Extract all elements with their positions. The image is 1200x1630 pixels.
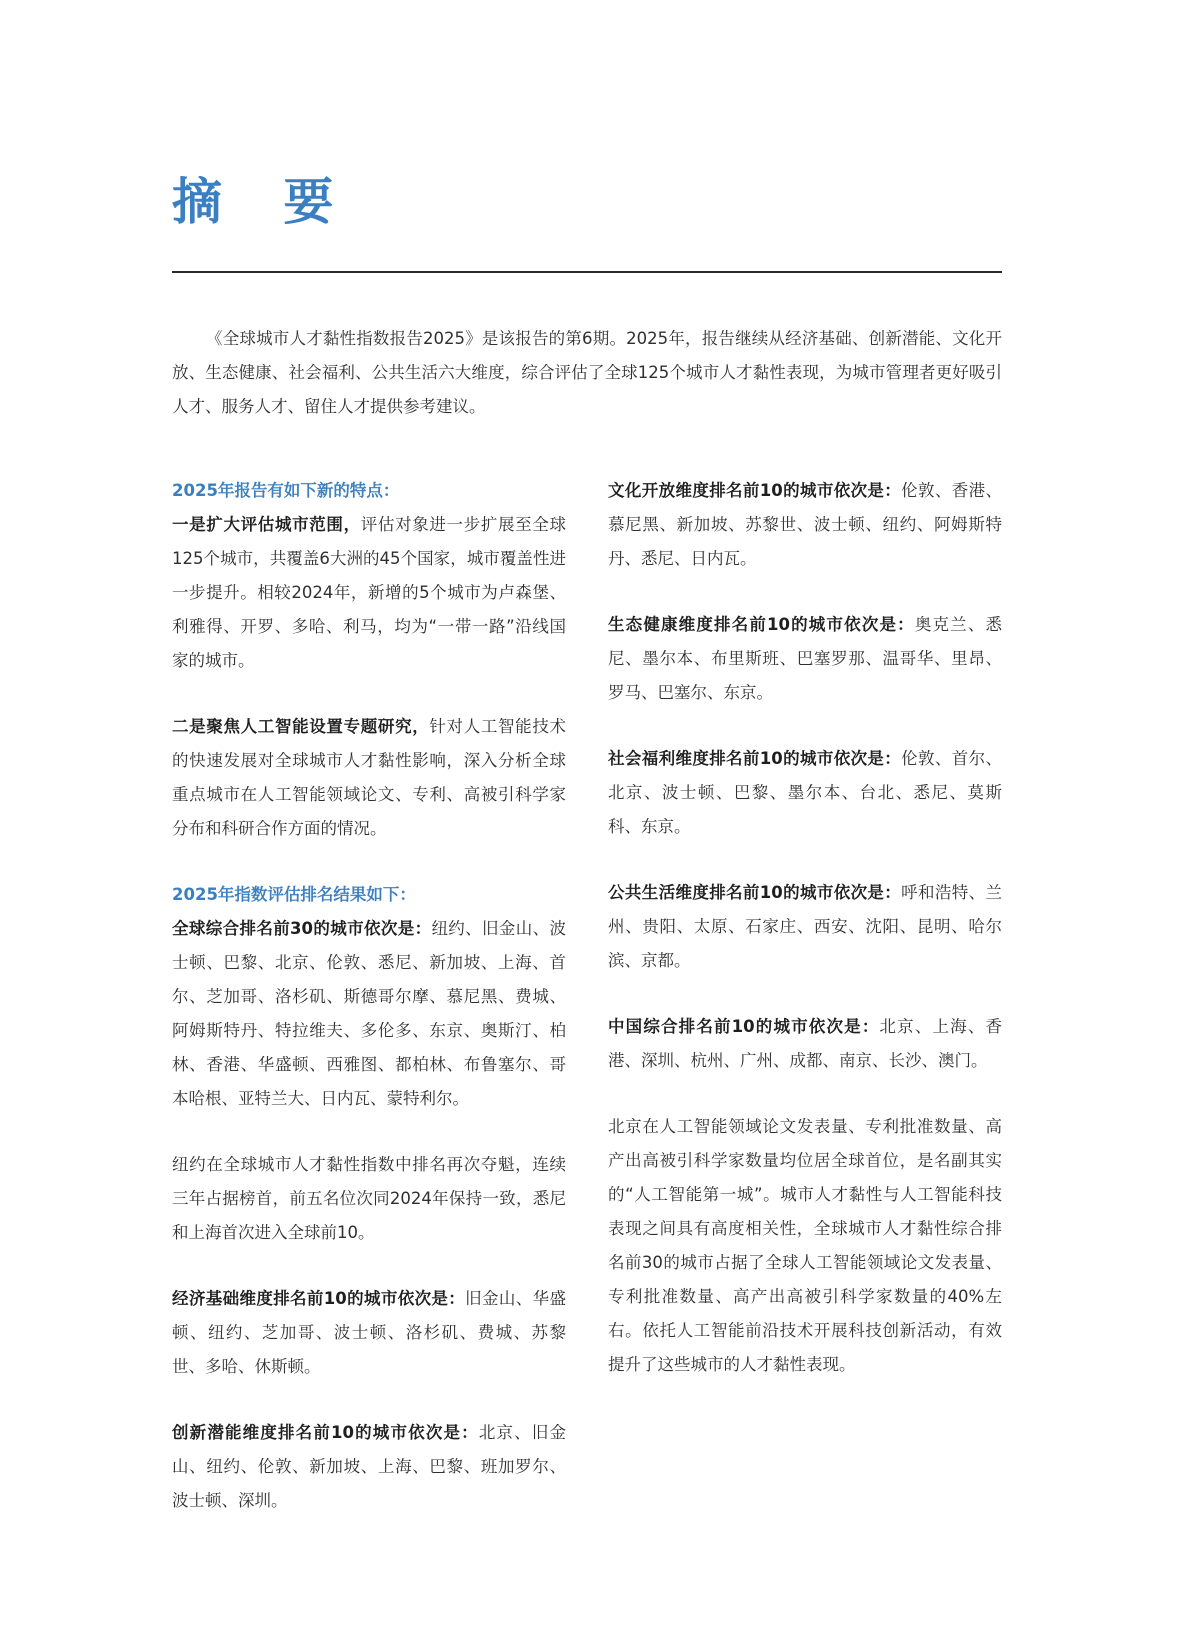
china-lead: 中国综合排名前10的城市依次是： bbox=[608, 1017, 880, 1036]
feature2-lead: 二是聚焦人工智能设置专题研究， bbox=[172, 717, 430, 736]
left-column bbox=[172, 474, 566, 1518]
culture-paragraph bbox=[608, 474, 1002, 576]
china-paragraph bbox=[608, 1010, 1002, 1078]
culture-lead: 文化开放维度排名前10的城市依次是： bbox=[608, 481, 902, 500]
right-column bbox=[608, 474, 1002, 1382]
welfare-paragraph bbox=[608, 742, 1002, 844]
public-paragraph bbox=[608, 876, 1002, 978]
top30-text: 纽约、旧金山、波士顿、巴黎、北京、伦敦、悉尼、新加坡、上海、首尔、芝加哥、洛杉矶、斯德哥尔摩、慕尼黑、费城、阿姆斯特丹、特拉维夫、多伦多、东京、奥斯汀、柏林、香港、华盛顿、西雅图、都柏林、布鲁塞尔、哥本哈根、亚特兰大、日内瓦、蒙特利尔。 bbox=[172, 919, 566, 1108]
public-lead: 公共生活维度排名前10的城市依次是： bbox=[608, 883, 902, 902]
econ-paragraph bbox=[172, 1282, 566, 1384]
results-heading: 2025年指数评估排名结果如下： bbox=[172, 885, 416, 904]
innov-paragraph bbox=[172, 1416, 566, 1518]
newyork-paragraph: 纽约在全球城市人才黏性指数中排名再次夺魁，连续三年占据榜首，前五名位次同2024年保持一致，悉尼和上海首次进入全球前10。 bbox=[172, 1155, 566, 1242]
econ-text: 旧金山、华盛顿、纽约、芝加哥、波士顿、洛杉矶、费城、苏黎世、多哈、休斯顿。 bbox=[172, 1289, 566, 1376]
features-section bbox=[172, 474, 566, 678]
feature2-paragraph bbox=[172, 710, 566, 846]
culture-text: 伦敦、香港、慕尼黑、新加坡、苏黎世、波士顿、纽约、阿姆斯特丹、悉尼、日内瓦。 bbox=[608, 481, 1002, 568]
feature1-text: 评估对象进一步扩展至全球125个城市，共覆盖6大洲的45个国家，城市覆盖性进一步提升。相较2024年，新增的5个城市为卢森堡、利雅得、开罗、多哈、利马，均为“一带一路”沿线国家的城市。 bbox=[172, 515, 567, 670]
eco-paragraph bbox=[608, 608, 1002, 710]
intro-paragraph: 《全球城市人才黏性指数报告2025》是该报告的第6期。2025年，报告继续从经济基础、创新潜能、文化开放、生态健康、社会福利、公共生活六大维度，综合评估了全球125个城市人才黏性表现，为城市管理者更好吸引人才、服务人才、留住人才提供参考建议。 bbox=[172, 329, 1002, 416]
welfare-lead: 社会福利维度排名前10的城市依次是： bbox=[608, 749, 902, 768]
page-title: 摘 要 bbox=[172, 173, 356, 231]
welfare-text: 伦敦、首尔、北京、波士顿、巴黎、墨尔本、台北、悉尼、莫斯科、东京。 bbox=[608, 749, 1002, 836]
feature1-lead: 一是扩大评估城市范围， bbox=[172, 515, 361, 534]
title-divider bbox=[172, 271, 1002, 273]
beijing-paragraph: 北京在人工智能领域论文发表量、专利批准数量、高产出高被引科学家数量均位居全球首位，是名副其实的“人工智能第一城”。城市人才黏性与人工智能科技表现之间具有高度相关性，全球城市人才黏性综合排名前30的城市占据了全球人工智能领域论文发表量、专利批准数量、高产出高被引科学家数量的40%左右。依托人工智能前沿技术开展科技创新活动，有效提升了这些城市的人才黏性表现。 bbox=[608, 1117, 1002, 1374]
eco-text: 奥克兰、悉尼、墨尔本、布里斯班、巴塞罗那、温哥华、里昂、罗马、巴塞尔、东京。 bbox=[608, 615, 1003, 702]
china-text: 北京、上海、香港、深圳、杭州、广州、成都、南京、长沙、澳门。 bbox=[608, 1017, 1002, 1070]
feature2-text: 针对人工智能技术的快速发展对全球城市人才黏性影响，深入分析全球重点城市在人工智能领域论文、专利、高被引科学家分布和科研合作方面的情况。 bbox=[172, 717, 567, 838]
econ-lead: 经济基础维度排名前10的城市依次是： bbox=[172, 1289, 466, 1308]
public-text: 呼和浩特、兰州、贵阳、太原、石家庄、西安、沈阳、昆明、哈尔滨、京都。 bbox=[608, 883, 1002, 970]
results-section bbox=[172, 878, 566, 1116]
top30-lead: 全球综合排名前30的城市依次是： bbox=[172, 919, 432, 938]
eco-lead: 生态健康维度排名前10的城市依次是： bbox=[608, 615, 915, 634]
features-heading: 2025年报告有如下新的特点： bbox=[172, 481, 400, 500]
innov-lead: 创新潜能维度排名前10的城市依次是： bbox=[172, 1423, 479, 1442]
innov-text: 北京、旧金山、纽约、伦敦、新加坡、上海、巴黎、班加罗尔、波士顿、深圳。 bbox=[172, 1423, 567, 1510]
